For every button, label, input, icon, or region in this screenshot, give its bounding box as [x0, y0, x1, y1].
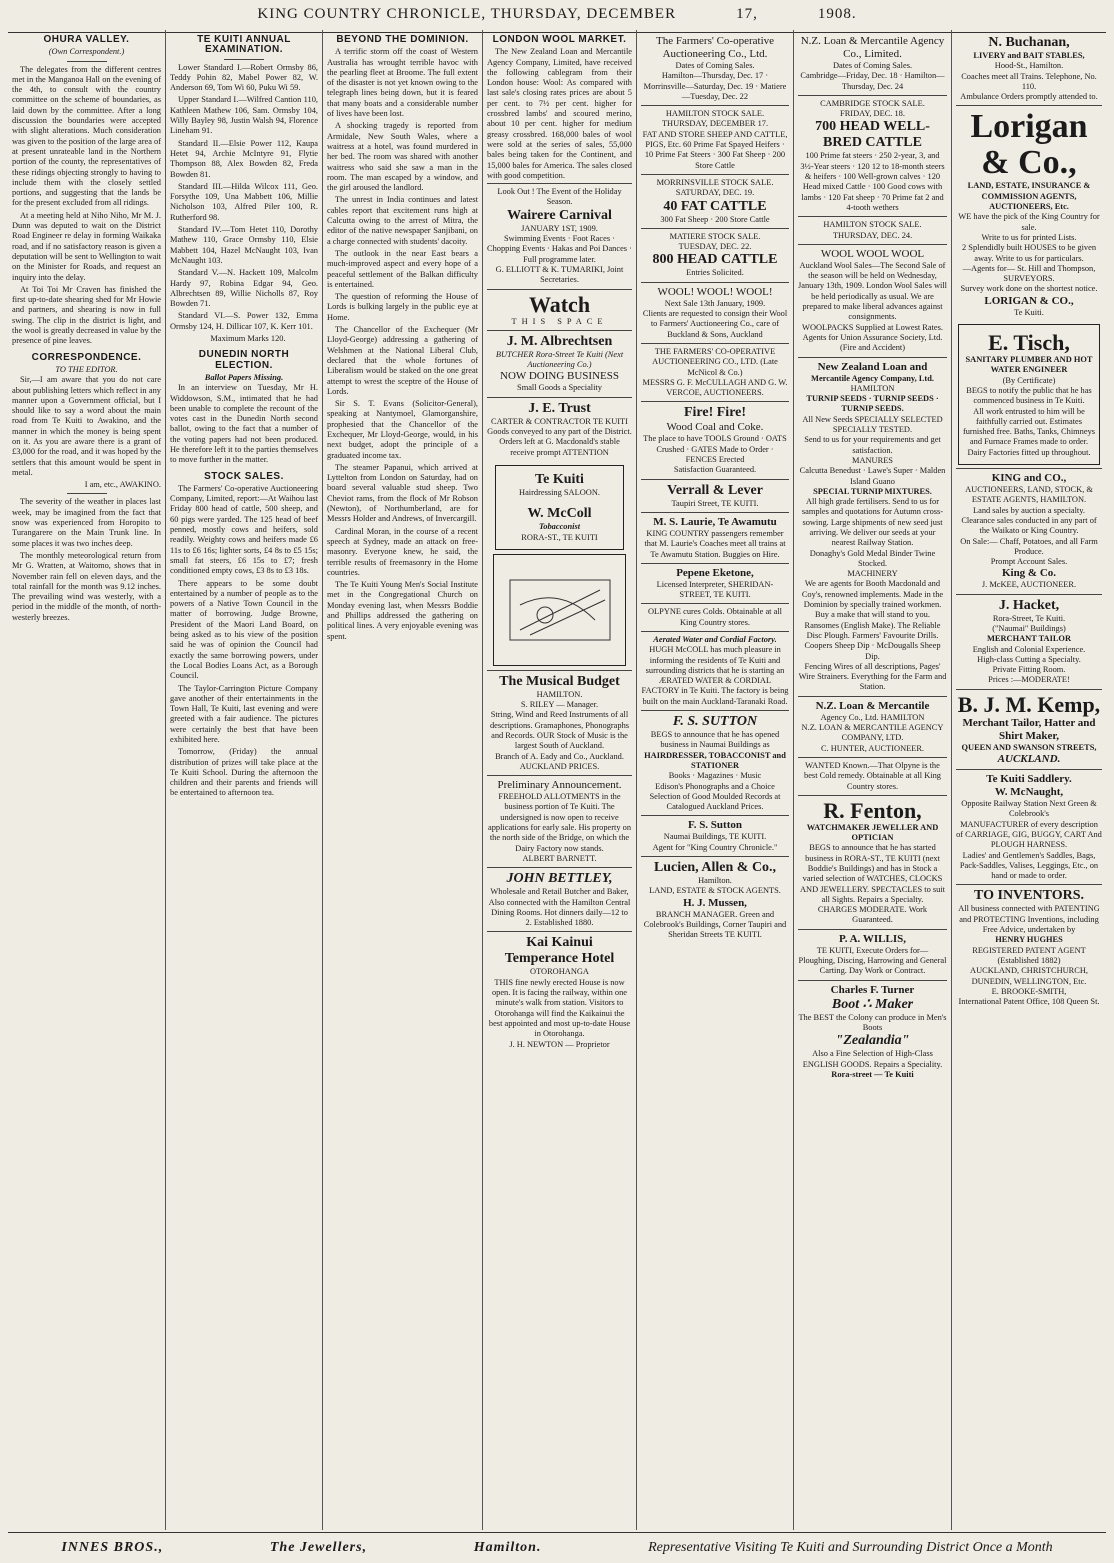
ham-date: THURSDAY, DECEMBER 17. — [661, 119, 769, 129]
cam-body: 100 Prime fat steers · 250 2-year, 3, and 3½-Year steers · 120 12 to 18-month steers & heifers · 100 Well-grown calves · 120 Head mixed Cattle · 100 Good cows with lambs · 120 Fat sheep · 70 Prime fat 2 and 4-tooth wethers — [800, 151, 945, 212]
hsale: HAMILTON STOCK SALE. — [823, 220, 922, 230]
king-prompt: Prompt Account Sales. — [990, 557, 1068, 567]
mcnaught-addr: Opposite Railway Station Next Green & Colebrook's — [961, 799, 1097, 819]
nzloan-3: HAMILTON — [850, 383, 895, 393]
mach: MACHINERY — [847, 569, 898, 579]
beyond-heading: BEYOND THE DOMINION. — [336, 34, 469, 45]
masthead — [8, 6, 1106, 33]
albrechtsen-small: Small Goods a Speciality — [517, 383, 602, 393]
hacket-name: J. Hacket, — [998, 597, 1060, 613]
meteo-p: The monthly meteorological return from Mr G. Wratten, at Waitomo, shows that in November rain fell on eleven days, and the total rainfall for the month was 9.12 inches. The prevailing wind was westerly, with a period in the middle of the month, of north-westerly breezes. — [12, 550, 161, 622]
fca2-title: THE FARMERS' CO-OPERATIVE AUCTIONEERING CO., LTD. (Late McNicol & Co.) — [652, 346, 778, 377]
lorigan-title-2: & Co., — [981, 144, 1077, 182]
sutton2-addr: Naumai Buildings, TE KUITI. — [663, 832, 767, 842]
beyond-p5: The question of reforming the House of Lords is bulking largely in the public eye at Home. — [327, 292, 478, 322]
tisch-body: BEGS to notify the public that he has commenced business in Te Kuiti. — [966, 385, 1092, 406]
temp-town: OTOROHANGA — [530, 967, 589, 977]
correspondence-heading: CORRESPONDENCE. — [31, 351, 142, 363]
nzl3-sig: C. HUNTER, AUCTIONEER. — [820, 743, 925, 753]
saloon-4: Tobacconist — [538, 522, 581, 532]
wool-heading: LONDON WOOL MARKET. — [492, 34, 627, 45]
correspondence-sub: TO THE EDITOR. — [55, 364, 118, 374]
aerated-body: HUGH McCOLL has much pleasure in informing the residents of Te Kuiti and surrounding districts that he is starting an ÆRATED WATER & CORDIAL FACTORY in Te Kuiti. The factory is being built on the main Auckland-Taranaki Road. — [641, 645, 789, 706]
wairere-body: Swimming Events · Foot Races · Chopping Events · Hakas and Poi Dances · Full programme later. — [487, 234, 632, 264]
letter-sign: I am, etc., AWAKINO. — [84, 480, 161, 490]
mat-sale: MATIERE STOCK SALE. — [669, 231, 761, 241]
kemp-trade: Merchant Tailor, Hatter and Shirt Maker, — [962, 716, 1096, 742]
verrall-name: Verrall & Lever — [667, 482, 763, 498]
column-2 — [166, 30, 323, 1530]
lucien-ad — [641, 856, 789, 943]
sutton-trade: HAIRDRESSER, TOBACCONIST and STATIONER — [644, 750, 786, 770]
wairere-name: Wairere Carnival — [507, 207, 612, 223]
mcnaught-name: W. McNaught, — [994, 786, 1064, 799]
beyond-p6: The Chancellor of the Exchequer (Mr Lloyd-George) addressing a gathering of Welshmen at the National Liberal Club, declared that the whole fortunes of Liberalism would be staked on the one great attempt to wrest the sceptre of the House of Lords. — [327, 325, 478, 396]
footer-c: Hamilton. — [473, 1540, 542, 1555]
hughes-sub: REGISTERED PATENT AGENT (Established 1882) — [972, 945, 1086, 965]
exam-l7: Standard VI.—S. Power 132, Emma Ormsby 124, H. Dillicar 107, K. Kerr 101. — [170, 311, 318, 331]
saloon-ad — [495, 465, 624, 550]
kemp-ad — [956, 689, 1102, 769]
hsale-date: THURSDAY, DEC. 24. — [832, 230, 913, 240]
willis-body: TE KUITI, Execute Orders for— Ploughing, Discing, Harrowing and General Carting. Day Work or Contract. — [798, 945, 947, 976]
pepene-name: Pepene Eketone, — [676, 566, 754, 579]
weather-p: The severity of the weather in places last week, may be imagined from the fact that snow was experienced from Horopito to Turangarere on the Main Trunk line. In some places it was two inches deep. — [12, 497, 161, 548]
nzl-title: N.Z. Loan & Mercantile Agency Co., Limited. — [800, 35, 945, 60]
mcnaught-end: Ladies' and Gentlemen's Saddles, Bags, Pack-Saddles, Valises, Leggings, Etc., on hand or made to order. — [959, 850, 1099, 881]
wood-body: The place to have TOOLS Ground · OATS Crushed · GATES Made to Order · FENCES Erected — [643, 434, 787, 465]
temp-body: THIS fine newly erected House is now open. It is facing the railway, within one minute's walk from station. Visitors to Otorohanga will find the Kaikainui the best appointed and most up-to-date House in Otorohanga. — [488, 977, 631, 1039]
hacket-addr: Rora-Street, Te Kuiti. — [992, 613, 1066, 623]
council-p: There appears to be some doubt entertained by a number of people as to the powers of a Native Town Council in the matter of borrowing. Judge Browne, President of the Maori Land Board, on being asked as to his view of the position said he was of opinion the Council had exactly the same borrowing powers, under the Local Bodies Loans Act, as a Borough Council. — [170, 578, 318, 681]
hsale-ad — [798, 216, 947, 244]
buch-addr: Hood-St., Hamilton. — [994, 61, 1064, 71]
inventors-ad — [956, 884, 1102, 1010]
budget-mgr: S. RILEY — Manager. — [520, 700, 599, 710]
column-6 — [794, 30, 952, 1530]
fca-ad — [641, 32, 789, 105]
ohura-p3: At Toi Toi Mr Craven has finished the first up-to-date shearing shed for Mr Howie and partners, and shearing is now in full swing. The clip in the district is light, and the wool is greatly decreased in value by the presence of pine leaves. — [12, 284, 161, 346]
fire-ad — [641, 401, 789, 478]
wairere-ad — [487, 183, 632, 288]
king-trade: AUCTIONEERS, LAND, STOCK, & ESTATE AGENTS, HAMILTON. — [965, 485, 1093, 505]
mcnaught-body: MANUFACTURER of every description of CARRIAGE, GIG, BUGGY, CART And PLOUGH HARNESS. — [956, 819, 1102, 850]
mat-body: Entries Solicited. — [686, 268, 744, 278]
watch-ad — [487, 289, 632, 330]
beyond-p3: The unrest in India continues and latest cables report that excitement runs high at Calcutta owing to the arrest of Mitra, the editor of the native newspaper Sanjibani, on a charge connected with students' dacoity. — [327, 195, 478, 246]
beyond-p7: Sir S. T. Evans (Solicitor-General), speaking at Nantymoel, Glamorganshire, prophesied that the Chancellor of the Exchequer, Mr Lloyd-George, would, in his next budget, adopt the principle of a graduated income tax. — [327, 399, 478, 460]
saloon-2: Hairdressing SALOON. — [519, 487, 600, 497]
budget-branch: Branch of A. Eady and Co., Auckland. — [495, 751, 624, 761]
nzl-wool-body: Auckland Wool Sales—The Second Sale of the season will be held on Wednesday, January 13th, 1909. London Wool Sales will be held periodically as usual. We are prepared to make liberal advances against consignments. — [798, 260, 947, 322]
nzloan-2: Mercantile Agency Company, Ltd. — [811, 373, 934, 383]
prizes-p: Tomorrow, (Friday) the annual distribution of prizes will take place at the Te Kuiti School. During the afternoon the children and their parents and friends will be entertained to afternoon tea. — [170, 747, 318, 798]
buchanan-ad — [956, 32, 1102, 105]
hughes-cities: AUCKLAND, CHRISTCHURCH, DUNEDIN, WELLINGTON, Etc. — [970, 966, 1088, 986]
buch-body: Coaches meet all Trains. Telephone, No. 110. — [961, 71, 1097, 91]
wairere-sec: G. ELLIOTT & K. TUMARIKI, Joint Secretaries. — [495, 264, 624, 285]
fencing: Fencing Wires of all descriptions, Pages' Wire Strainers. Everything for the Farm and Station. — [798, 661, 947, 692]
stock-heading: STOCK SALES. — [204, 470, 284, 482]
pre-body: FREEHOLD ALLOTMENTS in the business portion of Te Kuiti. The undersigned is now open to receive applications for early sale. His property on the north side of the Bridge, on which the Dairy Factory now stands. — [487, 792, 632, 853]
mat-big: 800 HEAD CATTLE — [652, 252, 778, 268]
ham-sale: HAMILTON STOCK SALE. — [665, 109, 765, 119]
verrall-ad — [641, 479, 789, 512]
ham-body: FAT AND STORE SHEEP AND CATTLE, PIGS, Etc. 60 Prime Fat Spayed Heifers · 10 Prime Fat Steers · 300 Fat Sheep · 200 Store Cattle — [642, 129, 788, 170]
seeds-end: Send to us for your requirements and get satisfaction. — [804, 435, 941, 455]
stock-p1: The Farmers' Co-operative Auctioneering Company, Limited, report:—At Waihou last Friday 800 head of cattle, 500 sheep, and 60 pigs were yarded. The 125 head of beef penned, mostly cows and heifers, sold readily. Weighty cows and heifers made £6 11s to £6 16s; lighter sorts, £4 8s to £5 15s; small fat steers, £6 15s to £7; fresh conditioned empty cows, £3 8s to £3 18s. — [170, 483, 318, 576]
wairere-date: JANUARY 1ST, 1909. — [521, 223, 598, 233]
footer-b: The Jewellers, — [269, 1540, 368, 1555]
cam-sale: CAMBRIDGE STOCK SALE. — [820, 98, 925, 108]
budget-title: The Musical Budget — [499, 673, 620, 689]
trust-ad — [487, 397, 632, 461]
ohura-sub: (Own Correspondent.) — [48, 47, 125, 57]
nzloan-ad — [798, 357, 947, 696]
willis-name: P. A. WILLIS, — [839, 932, 906, 945]
trust-name: J. E. Trust — [528, 400, 591, 416]
pre-title: Preliminary Announcement. — [497, 779, 622, 792]
fenton-end: CHARGES MODERATE. Work Guaranteed. — [817, 905, 928, 925]
nzl2-body: Agency Co., Ltd. HAMILTON — [820, 712, 925, 722]
mor-sale: MORRINSVILLE STOCK SALE. — [656, 177, 774, 187]
hacket-body: English and Colonial Experience. — [972, 644, 1086, 654]
albrechtsen-ad — [487, 330, 632, 397]
nzl2-title: N.Z. Loan & Mercantile — [815, 699, 930, 712]
union: Agents for Union Assurance Society, Ltd. (Fire and Accident) — [802, 332, 943, 353]
nzl3: N.Z. LOAN & MERCANTILE AGENCY COMPANY, LTD. — [801, 723, 944, 743]
mach-body: We are agents for Booth Macdonald and Coy's, renowned implements. Made in the Dominion by specially trained workmen. Buy a make that will stand to you. Ransomes (English Make). The Reliable Disc Plough. Farmers' Favourite Drills. — [801, 579, 944, 640]
wood-title: Wood Coal and Coke. — [666, 421, 764, 434]
nzl-list: Cambridge—Friday, Dec. 18 · Hamilton—Thursday, Dec. 24 — [800, 71, 945, 91]
laurie-name: M. S. Laurie, Te Awamutu — [653, 515, 777, 528]
masthead-day: 17, — [736, 6, 758, 22]
exam-l5: Standard IV.—Tom Hetet 110, Dorothy Mathew 110, Grace Ormsby 110, Elsie Mabbett 104, Hazel McNaught 103, Ivan McNaught 103. — [170, 225, 318, 265]
ohura-p1: The delegates from the different centres met in the Manganoa Hall on the evening of the 4th, to consult with the country committee on the scheme of boundaries, as laid down by the committee. After a long discussion the boundaries were accepted with slight alterations. Much consideration was given to the position of the large area of at present unrateable land in the Northern portion of the county, the representatives of these ridings objecting strongly to having to include them with the closely settled portions, and suggesting that the lands be for the present excluded from all ridings. — [12, 64, 161, 208]
budget-ad — [487, 670, 632, 775]
tisch-ad — [958, 324, 1100, 465]
boot: Boot ∴ Maker — [831, 996, 914, 1012]
aerated-ad — [641, 631, 789, 710]
saloon-1: Te Kuiti — [535, 471, 584, 487]
exam-l1: Lower Standard I.—Robert Ormsby 86, Teddy Pohin 82, Mabel Power 82, W. Anderson 69, Tom Wi 60, Puku Wi 59. — [170, 62, 318, 93]
lucien-trade: LAND, ESTATE & STOCK AGENTS. — [649, 886, 781, 896]
mat-date: TUESDAY, DEC. 22. — [678, 242, 752, 252]
saloon-5: RORA-ST., TE KUITI — [521, 532, 598, 542]
dunedin-sub: Ballot Papers Missing. — [204, 372, 284, 382]
budget-town: HAMILTON. — [536, 689, 583, 699]
masthead-title: KING COUNTRY CHRONICLE, THURSDAY, DECEMBER — [257, 6, 677, 22]
lorigan3: LORIGAN & CO., — [984, 294, 1074, 307]
buch-name: N. Buchanan, — [988, 35, 1070, 50]
mor-body: 300 Fat Sheep · 200 Store Cattle — [660, 214, 770, 224]
olpyne-ad: OLPYNE cures Colds. Obtainable at all King Country stores. — [641, 603, 789, 631]
beyond-p10: The Te Kuiti Young Men's Social Institute met in the Congregational Church on Monday evening last, when Messrs Boddie and Phillips addressed the gathering on political lines. A very enjoyable evening was spent. — [327, 580, 478, 641]
saddlery-ad — [956, 769, 1102, 884]
kainui-title: Kai Kainui — [526, 935, 593, 951]
nzl2-ad — [798, 696, 947, 757]
manures: MANURES — [852, 455, 893, 465]
footer-banner — [8, 1532, 1106, 1563]
wairere-title: Look Out ! The Event of the Holiday Season. — [497, 187, 622, 207]
hughes-addr: International Patent Office, 108 Queen St. — [958, 997, 1100, 1007]
sutton-name: F. S. SUTTON — [672, 714, 758, 730]
ohura-heading: OHURA VALLEY. — [43, 34, 130, 45]
mixtures-body: All high grade fertilisers. Send to us for samples and quotations for Autumn cross-sowing. Large shipments of new seed just arriving. We deliver our seeds at your nearest Railway Station. — [801, 497, 944, 548]
tisch-trade: SANITARY PLUMBER AND HOT WATER ENGINEER — [965, 355, 1093, 375]
king-name: KING and CO., — [991, 472, 1067, 485]
wool-ad — [641, 282, 789, 343]
column-5 — [637, 30, 794, 1530]
seeds-body: All New Seeds SPECIALLY SELECTED SPECIALLY TESTED. — [802, 414, 943, 435]
dip: Coopers Sheep Dip · McDougalls Sheep Dip. — [804, 641, 941, 661]
kemp-city: AUCKLAND. — [997, 753, 1061, 766]
mussen-name: H. J. Mussen, — [683, 896, 747, 909]
lorigan-houses: 2 Splendidly built HOUSES to be given away. Write to us for particulars. — [962, 243, 1096, 263]
ham-sale-ad — [641, 105, 789, 174]
beyond-p1: A terrific storm off the coast of Western Australia has wrought terrible havoc with the pearling fleet at Broome. The full extent of the disaster is not yet known owing to the telegraph lines being down, but it is feared that many boats and a considerable number of lives have been lost. — [327, 47, 478, 119]
pepene-body: Licensed Interpreter, SHERIDAN-STREET, TE KUITI. — [656, 579, 774, 600]
cam-sale-ad — [798, 95, 947, 216]
trust-role: CARTER & CONTRACTOR TE KUITI — [491, 416, 628, 426]
king-ad — [956, 468, 1102, 594]
budget-body: String, Wind and Reed Instruments of all descriptions. Gramaphones, Phonographs and Records. OUR Stock of Music is the largest South of Auckland. — [489, 710, 630, 751]
fca-title: The Farmers' Co-operative Auctioneering Co., Ltd. — [655, 35, 775, 60]
kainui-ad — [487, 931, 632, 1052]
manures-body: Calcutta Benedust · Lawe's Super · Malden Island Guano — [799, 466, 946, 486]
watch-sub: THIS SPACE — [511, 316, 608, 326]
tisch-name: E. Tisch, — [988, 330, 1070, 356]
king-body: Land sales by auction a specialty. Clearance sales conducted in any part of the Waikato or King Country. — [961, 505, 1097, 536]
kemp-name: B. J. M. Kemp, — [957, 691, 1101, 717]
mor-date: SATURDAY, DEC. 19. — [675, 188, 755, 198]
lorigan-ad — [956, 105, 1102, 321]
turner-end: Also a Fine Selection of High-Class ENGLISH GOODS. Repairs a Speciality. — [802, 1049, 943, 1069]
mor-big: 40 FAT CATTLE — [663, 198, 767, 214]
column-4 — [483, 30, 637, 1530]
nzl-ad — [798, 32, 947, 95]
king-sale: On Sale:— Chaff, Potatoes, and all Farm Produce. — [960, 536, 1098, 556]
fca-dates: Dates of Coming Sales. — [675, 61, 755, 70]
column-1 — [8, 30, 166, 1530]
cam-big: 700 HEAD WELL-BRED CATTLE — [815, 119, 930, 151]
wool-body: Clients are requested to consign their Wool to Farmers' Auctioneering Co., care of Buckland & Sons, Auckland — [642, 309, 788, 339]
hughes-name: HENRY HUGHES — [995, 935, 1063, 945]
king2-sig: J. McKEE, AUCTIONEER. — [981, 580, 1077, 590]
footer-d: Representative Visiting Te Kuiti and Surrounding District Once a Month — [648, 1540, 1053, 1555]
lorigan-title: Lorigan — [970, 108, 1088, 146]
turner-body: The BEST the Colony can produce in Men's Boots — [798, 1012, 947, 1032]
beyond-p8: The steamer Papanui, which arrived at Lyttelton from London on Saturday, had on board several valuable stud sheep. Two Cheviot rams, from the flock of Mr Robson (Newton), of Northumberland, are for Messrs Holder and Andrews, of Invercargill. — [327, 462, 478, 524]
exam-l6: Standard V.—N. Hackett 109, Malcolm Hardy 97, Robina Edgar 94, Geo. Albrechtsen 89, Willie Nicholls 87, Roy Bowden 71. — [170, 268, 318, 309]
hacket-cut: High-class Cutting a Specialty. — [977, 654, 1081, 664]
preliminary-ad — [487, 775, 632, 867]
beyond-p2: A shocking tragedy is reported from Armidale, New South Wales, where a waitress at a hotel, was found murdered in her bed. The room was shared with another waitress who said she saw a man in the room. The man escaped by a window, and the girl aroused the landlord. — [327, 121, 478, 193]
inventors-title: TO INVENTORS. — [974, 888, 1084, 904]
temp-prop: J. H. NEWTON — Proprietor — [509, 1039, 610, 1049]
rora: Rora-street — Te Kuiti — [831, 1069, 914, 1079]
fca-list: Hamilton—Thursday, Dec. 17 · Morrinsville—Saturday, Dec. 19 · Matiere—Tuesday, Dec. 22 — [643, 71, 787, 101]
wanted-ad: WANTED Known.—That Olpyne is the best Cold remedy. Obtainable at all King Country stores. — [798, 757, 947, 795]
hughes-mgr: E. BROOKE-SMITH, — [991, 986, 1067, 996]
laurie-ad — [641, 512, 789, 563]
beyond-p9: Cardinal Moran, in the course of a recent speech at Sydney, made an attack on free-masonry. Everyone knew, he said, the terrible results of freemasonry in the Home countries. — [327, 526, 478, 577]
tisch-end: All work entrusted to him will be faithfully carried out. Estimates furnished free. Baths, Tanks, Chimneys and Furnace Frames made to order. Dairy Factories fitted up throughout. — [962, 406, 1096, 457]
temp-name: Temperance Hotel — [504, 951, 615, 967]
fenton-body: BEGS to announce that he has started business in RORA-ST., TE KUITI (next Boddie's Buildings) and has in Stock a varied selection of WATCHES, CLOCKS AND JEWELLERY. SPECTACLES to suit all Sights. Repairs a Specialty. — [799, 843, 946, 904]
mat-sale-ad — [641, 228, 789, 282]
buch-amb: Ambulance Orders promptly attended to. — [960, 92, 1098, 102]
willis-ad — [798, 929, 947, 980]
fenton-trade: WATCHMAKER JEWELLER AND OPTICIAN — [806, 822, 939, 843]
exam-l8: Maximum Marks 120. — [210, 334, 286, 344]
woolpacks: WOOLPACKS Supplied at Lowest Rates. — [802, 322, 943, 332]
albrechtsen-name: J. M. Albrechtsen — [506, 333, 613, 349]
lorigan-agents: —Agents for— St. Hill and Thompson, SURVEYORS. — [962, 263, 1096, 284]
wool-title: WOOL! WOOL! WOOL! — [657, 285, 773, 298]
footer-a: INNES BROS., — [61, 1540, 164, 1555]
wool-sale: Next Sale 13th January, 1909. — [664, 298, 766, 308]
lorigan-survey: Survey work done on the shortest notice. — [960, 284, 1098, 294]
pepene-ad — [641, 563, 789, 604]
buch-sub: LIVERY and BAIT STABLES, — [973, 51, 1085, 60]
beyond-p4: The outlook in the near East bears a much-improved aspect and every hope of a peaceful settlement of the Balkan difficulty is entertained. — [327, 248, 478, 289]
lucien-town: Hamilton. — [698, 876, 732, 886]
verrall-addr: Taupiri Street, TE KUITI. — [671, 498, 759, 508]
wood-sat: Satisfaction Guaranteed. — [673, 465, 757, 475]
fenton-name: R. Fenton, — [823, 797, 922, 823]
sutton-books: Books · Magazines · Music — [668, 771, 762, 781]
king2: King & Co. — [1001, 567, 1057, 580]
mixtures: SPECIAL TURNIP MIXTURES. — [813, 486, 932, 496]
lorigan-trade: LAND, ESTATE, INSURANCE & COMMISSION AGENTS, AUCTIONEERS, Etc. — [967, 181, 1091, 212]
columns — [8, 30, 1106, 1530]
pre-sign: ALBERT BARNETT. — [522, 853, 597, 863]
kemp-addr: QUEEN AND SWANSON STREETS, — [961, 742, 1097, 752]
dunedin-p1: In an interview on Tuesday, Mr H. Widdowson, S.M., intimated that he had been unable to complete the recount of the votes cast in the Dunedin North second ballot, owing to the fact that a number of the voting papers had not been produced. He therefore left it to the parties themselves to move further in the matter. — [170, 383, 318, 465]
nzl-wool-title: WOOL WOOL WOOL — [820, 247, 925, 260]
inventors-body: All business connected with PATENTING and PROTECTING Inventions, including Free Advice, undertaken by — [958, 904, 1100, 935]
betley-name: JOHN BETTLEY, — [506, 871, 613, 887]
wool-p1: The New Zealand Loan and Mercantile Agency Company, Limited, have received the following cablegram from their London house: Wool: As compared with last sale's closing rates prices are about 5 per cent. to 7½ per cent. higher for crossbred lambs' and scoured merino, about 10 per cent. higher for medium greasy crossbred. 168,000 bales of wool were sold at the series of sales, 55,000 bales being taken for the Continent, and 15,000 bales for America. The sales closed with good competition. — [487, 47, 632, 180]
picture-p: The Taylor-Carrington Picture Company gave another of their entertainments in the Town Hall, Te Kuiti, last evening and were greeted with a fair audience. The pictures were certainly the best that have been exhibited here. — [170, 683, 318, 744]
aerated-title: Aerated Water and Cordial Factory. — [653, 634, 777, 644]
dunedin-heading: DUNEDIN NORTH ELECTION. — [198, 349, 290, 371]
seeds: TURNIP SEEDS · TURNIP SEEDS · TURNIP SEEDS. — [806, 394, 939, 414]
exam-heading: TE KUITI ANNUAL EXAMINATION. — [197, 34, 291, 56]
betley-body: Wholesale and Retail Butcher and Baker, Also connected with the Hamilton Central Dining Rooms. Hot dinners daily—12 to 2. Established 1880. — [488, 887, 631, 928]
sutton-body: BEGS to announce that he has opened business in Naumai Buildings as — [650, 730, 780, 750]
budget-prices: AUCKLAND PRICES. — [519, 761, 600, 771]
hacket-bld: ("Naumai" Buildings) — [992, 623, 1066, 633]
albrechtsen-biz: NOW DOING BUSINESS — [500, 370, 619, 383]
saloon-3: W. McColl — [527, 506, 592, 522]
sutton2-agent: Agent for "King Country Chronicle." — [652, 842, 778, 852]
trust-body: Goods conveyed to any part of the District. Orders left at G. Macdonald's stable receive prompt ATTENTION — [487, 427, 632, 457]
column-7 — [952, 30, 1106, 1530]
turner-ad — [798, 980, 947, 1083]
zealandia: "Zealandia" — [835, 1033, 910, 1049]
tisch-cert: (By Certificate) — [1002, 375, 1056, 385]
betley-ad — [487, 867, 632, 931]
mor-sale-ad — [641, 174, 789, 228]
mussen-body: BRANCH MANAGER. Green and Colebrook's Buildings, Corner Taupiri and Sheridan Streets TE KUITI. — [643, 909, 787, 940]
hacket-room: Private Fitting Room. — [992, 665, 1066, 675]
exam-l4: Standard III.—Hilda Wilcox 111, Geo. Forsythe 109, Una Mabbett 106, Millie Nicholson 103, Alfred Piler 100, R. Rutherford 98. — [170, 181, 318, 222]
fenton-ad — [798, 795, 947, 929]
hacket-prices: Prices :—MODERATE! — [988, 675, 1070, 685]
saddlery-title: Te Kuiti Saddlery. — [986, 773, 1072, 786]
musical-budget-image — [493, 554, 626, 666]
laurie-body: KING COUNTRY passengers remember that M. Laurie's Coaches meet all trains at Te Awamutu Station. Buggies on Hire. — [644, 528, 786, 559]
sutton2-ad — [641, 815, 789, 856]
nzl-dates: Dates of Coming Sales. — [832, 61, 913, 70]
nzloan-1: New Zealand Loan and — [817, 360, 928, 373]
sutton2-name: F. S. Sutton — [687, 819, 742, 832]
cam-date: FRIDAY, DEC. 18. — [840, 109, 905, 119]
lorigan-body: WE have the pick of the King Country for sale. — [958, 212, 1100, 232]
turner-name: Charles F. Turner — [830, 983, 915, 996]
hacket-trade: MERCHANT TAILOR — [987, 634, 1071, 644]
watch-title: Watch — [528, 291, 591, 317]
masthead-year: 1908. — [817, 6, 857, 22]
albrechtsen-body: BUTCHER Rora-Street Te Kuiti (Next Auctioneering Co.) — [495, 349, 624, 370]
hacket-ad — [956, 594, 1102, 689]
exam-l3: Standard II.—Elsie Power 112, Kaupa Hetet 94, Archie McIntyre 91, Flytie Thompson 88, Alex Bowden 82, Freda Bowden 81. — [170, 138, 318, 179]
lorigan3-town: Te Kuiti. — [1014, 307, 1044, 317]
ohura-p2: At a meeting held at Niho Niho, Mr M. J. Dunn was deputed to wait on the District Road Engineer re delay in forming Waikaka road, and if no satisfactory reason is given a deputation will be sent to Wellington to wait on the Minister for Roads, and request an inquiry into the delay. — [12, 210, 161, 282]
lorigan-lists: Write to us for printed Lists. — [981, 232, 1077, 242]
fca2-names: MESSRS G. F. McCULLAGH AND G. W. VERCOE, AUCTIONEERS. — [642, 377, 788, 398]
exam-l2: Upper Standard I.—Wilfred Cantion 110, Kathleen Mathew 106, Sam. Ormsby 104, Willy Bayley 98, Justin Walsh 94, Florence Lineham 91. — [170, 95, 318, 136]
instrument-illustration-icon — [500, 565, 620, 655]
fca2-ad — [641, 343, 789, 401]
lucien-name: Lucien, Allen & Co., — [653, 860, 777, 876]
column-3 — [323, 30, 483, 1530]
nzl-wool-ad — [798, 244, 947, 357]
letter-p1: Sir,—I am aware that you do not care about publishing letters which reflect in any manner upon a Government official, but I should like to say a word about the main road from Te Kuiti to Awakino, and the manner in which the money is being spent on it. As you are aware there is a grant of £3,000 for the road, and it was hoped by the settlers that this amount would be spent in metal. — [12, 375, 161, 477]
binder: Donaghy's Gold Medal Binder Twine Stocked. — [809, 548, 936, 568]
sutton-ad — [641, 710, 789, 815]
sutton-end: Edison's Phonographs and a Choice Selection of Good Moulded Records at Catalogued Auckland Prices. — [649, 781, 781, 812]
fire-title: Fire! Fire! — [683, 405, 747, 421]
